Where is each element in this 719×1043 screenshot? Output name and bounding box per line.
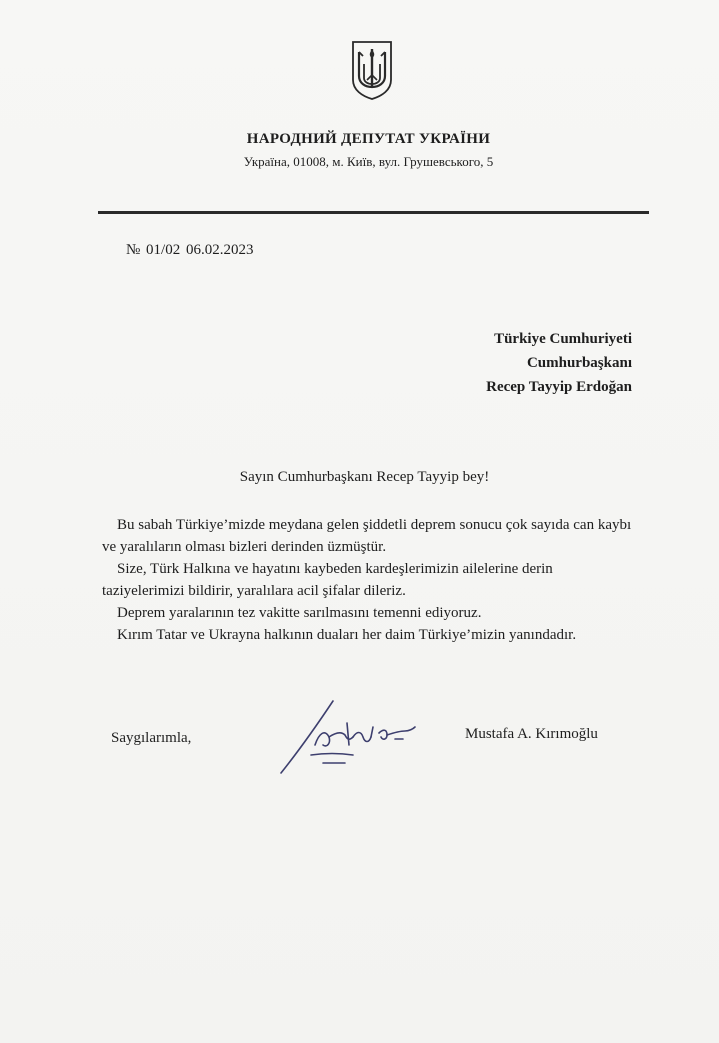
header-title: НАРОДНИЙ ДЕПУТАТ УКРАЇНИ [246,131,491,147]
body-paragraph: Size, Türk Halkına ve hayatını kaybeden kardeşlerimizin ailelerine derin taziyelerimizi bildirir, yaralılara acil şifalar dileriz. [102,561,553,599]
handwritten-signature [275,693,445,783]
letter-body [102,514,632,646]
body-paragraph: Kırım Tatar ve Ukrayna halkının duaları her daim Türkiye’mizin yanındadır. [117,627,577,643]
body-paragraph: Bu sabah Türkiye’mizde meydana gelen şiddetli deprem sonucu çok sayıda can kaybı ve yaralıların olması bizleri derinden üzmüştür. [102,517,632,555]
salutation: Sayın Cumhurbaşkanı Recep Tayyip bey! [239,469,490,485]
header-divider [98,211,649,214]
signer-name: Mustafa A. Kırımoğlu [465,726,598,742]
reference-number-date: № 01/02 06.02.2023 [126,242,254,258]
header-address: Україна, 01008, м. Київ, вул. Грушевського, 5 [243,154,494,169]
recipient-line: Recep Tayyip Erdoğan [486,379,632,395]
trident-coat-of-arms-icon [350,40,394,100]
body-paragraph: Deprem yaralarının tez vakitte sarılmasını temenni ediyoruz. [117,605,482,621]
recipient-line: Cumhurbaşkanı [526,355,632,371]
recipient-line: Türkiye Cumhuriyeti [494,331,632,347]
closing: Saygılarımla, [111,730,192,746]
recipient-block [486,327,632,399]
